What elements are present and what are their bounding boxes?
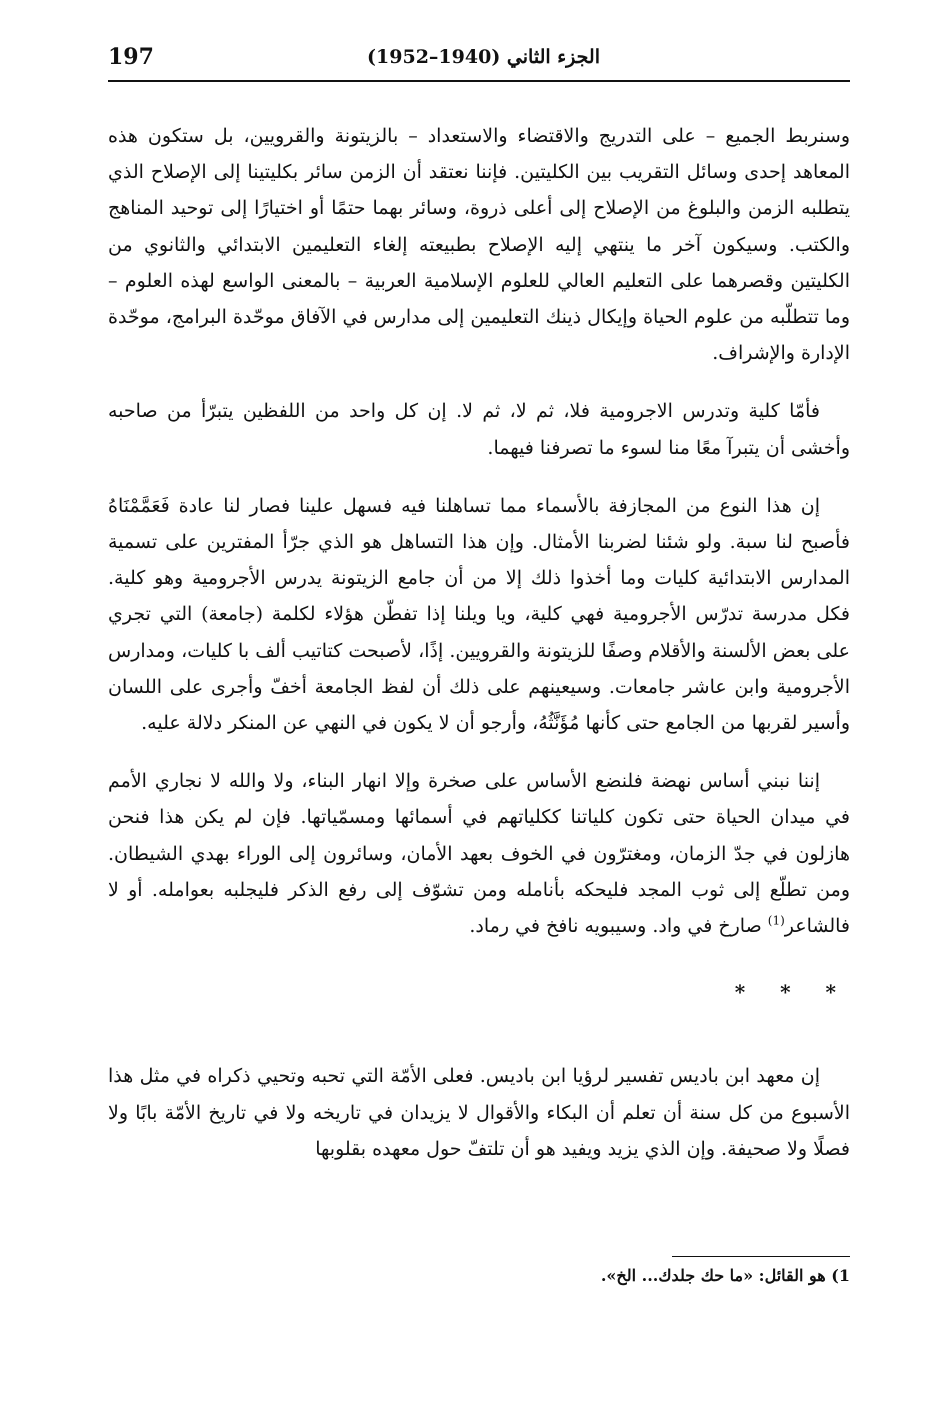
body-text <box>108 118 850 1189</box>
paragraph-4-end: صارخ في واد. وسيبويه نافخ في رماد. <box>469 915 762 938</box>
footnote-divider <box>672 1256 850 1257</box>
running-header <box>108 40 850 82</box>
footnote-reference[interactable]: (1) <box>767 913 785 928</box>
paragraph-3: إن هذا النوع من المجازفة بالأسماء مما تساهلنا فيه فسهل علينا فصار لنا عادة فَعَمَّمْنَاهُ فأصبح لنا سبة. ولو شئنا لضربنا الأمثال. وإن هذا التساهل هو الذي جرّأ المفترين على تسمية المدارس الابتدائية كليات وما أخذوا ذلك إلا من أن جامع الزيتونة يدرس الأجرومية وهو كلية. فكل مدرسة تدرّس الأجرومية فهي كلية، ويا ويلنا إذا تفطّن هؤلاء لكلمة (جامعة) التي تجري على بعض الألسنة والأقلام وصفًا للزيتونة والقرويين. إذًا، لأصبحت كتاتيب ألف با كليات، ومدارس الأجرومية وابن عاشر جامعات. وسيعينهم على ذلك أن لفظ الجامعة أخفّ وأجرى على اللسان وأسير لقربها من الجامع حتى كأنها مُؤَنَّثُهُ، وأرجو أن لا يكون في النهي عن المنكر دلالة عليه. <box>108 494 850 735</box>
paragraph-4-text: إننا نبني أساس نهضة فلنضع الأساس على صخرة وإلا انهار البناء، ولا والله لا نجاري الأمم في ميدان الحياة حتى تكون كلياتنا ككلياتهم في أسمائها ومسمّياتها. فإن لم يكن هذا فنحن هازلون في جدّ الزمان، ومغترّون في الخوف بعهد الأمان، وسائرون إلى الوراء بهدي الشيطان. ومن تطلّع إلى ثوب المجد فليحكه بأنامله ومن تشوّف إلى رفع الذكر فليجلبه بعوامله. أو لا فالشاعر <box>108 770 850 938</box>
footnote-text: هو القائل: «ما حك جلدك... الخ». <box>600 1266 826 1285</box>
footnote-number: 1) <box>831 1266 850 1285</box>
paragraph-2: فأمّا كلية وتدرس الاجرومية فلا، ثم لا، ثم لا. إن كل واحد من اللفظين يتبرّأ من صاحبه وأخشى أن يتبرآ معًا منا لسوء ما تصرفنا فيهما. <box>108 400 850 459</box>
header-title: الجزء الثاني (1940–1952) <box>367 46 600 68</box>
section-separator: * * * <box>734 980 850 1005</box>
paragraph-1: وسنربط الجميع – على التدريج والاقتضاء والاستعداد – بالزيتونة والقرويين، بل ستكون هذه المعاهد إحدى وسائل التقريب بين الكليتين. فإننا نعتقد أن الزمن سائر بكليتينا إلى الإصلاح الذي يتطلبه الزمن والبلوغ من الإصلاح إلى أعلى ذروة، وسائر بهما حتمًا أو اختيارًا إلى توحيد المناهج والكتب. وسيكون آخر ما ينتهي إليه الإصلاح بطبيعته إلغاء التعليمين الابتدائي والثانوي من الكليتين وقصرهما على التعليم العالي للعلوم الإسلامية العربية – بالمعنى الواسع لهذه العلوم – وما تتطلّبه من علوم الحياة وإيكال ذينك التعليمين إلى مدارس في الآفاق موحّدة البرامج، موحّدة الإدارة والإشراف. <box>108 125 850 365</box>
paragraph-4 <box>108 763 850 944</box>
page-number: 197 <box>108 44 154 70</box>
footnote <box>108 1266 850 1285</box>
paragraph-5: إن معهد ابن باديس تفسير لرؤيا ابن باديس. فعلى الأمّة التي تحبه وتحيي ذكراه في مثل هذا الأسبوع من كل سنة أن تعلم أن البكاء والأقوال لا يزيدان في تاريخه ولا في تاريخ الأمّة بابًا ولا فصلًا ولا صحيفة. وإن الذي يزيد ويفيد هو أن تلتفّ حول معهده بقلوبها <box>108 1065 850 1160</box>
